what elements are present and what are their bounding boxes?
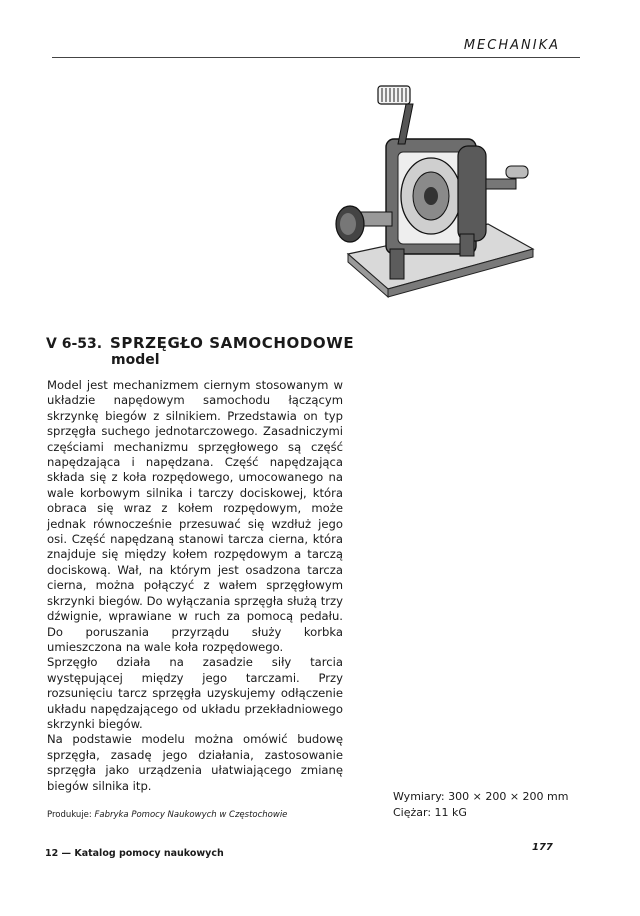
dimensions: Wymiary: 300 × 200 × 200 mm <box>393 790 569 803</box>
header-rule <box>52 57 580 58</box>
producer-line <box>47 810 287 820</box>
clutch-model-illustration <box>328 84 542 324</box>
weight: Ciężar: 11 kG <box>393 806 467 819</box>
producer-label: Produkuje: <box>47 810 92 820</box>
article-body <box>47 378 343 794</box>
paragraph: Model jest mechanizmem ciernym stosowanym w układzie napędowym samochodu łączącym skrzynkę biegów z silnikiem. Przedstawia on typ sprzęgła suchego jednotarczowego. Zasadniczymi częściami mechanizmu sprzęgłowego są część napędzająca i napędzana. Część napędzająca składa się z koła rozpędowego, umocowanego na wale korbowym silnika i tarczy dociskowej, która obraca się wraz z kołem rozpędowym, może jednak równocześnie przesuwać się wzdłuż jego osi. Część napędzaną stanowi tarcza cierna, która znajduje się między kołem rozpędowym a tarczą dociskową. Wał, na którym jest osadzona tarcza cierna, można połączyć z wałem sprzęgłowym skrzynki biegów. Do wyłączania sprzęgła służą trzy dźwignie, wprawiane w ruch za pomocą pedału. Do poruszania przyrządu służy korbka umieszczona na wale koła rozpędowego. <box>47 378 343 654</box>
producer-name: Fabryka Pomocy Naukowych w Częstochowie <box>94 810 288 820</box>
section-header: MECHANIKA <box>463 38 560 53</box>
article-subtitle: model <box>111 352 160 368</box>
article-title: SPRZĘGŁO SAMOCHODOWE <box>110 334 355 352</box>
paragraph: Sprzęgło działa na zasadzie siły tarcia występującej między jego tarczami. Przy rozsunięciu tarcz sprzęgła uzyskujemy odłączenie układu napędzającego od układu przekładniowego skrzynki biegów. <box>47 655 343 731</box>
catalog-footer: 12 — Katalog pomocy naukowych <box>45 848 224 859</box>
specifications <box>393 789 568 821</box>
article-code: V 6-53. <box>46 336 103 352</box>
page-number: 177 <box>532 842 553 853</box>
paragraph: Na podstawie modelu można omówić budowę sprzęgła, zasadę jego działania, zastosowanie sprzęgła jako urządzenia ułatwiającego zmianę biegów silnika itp. <box>47 732 343 793</box>
